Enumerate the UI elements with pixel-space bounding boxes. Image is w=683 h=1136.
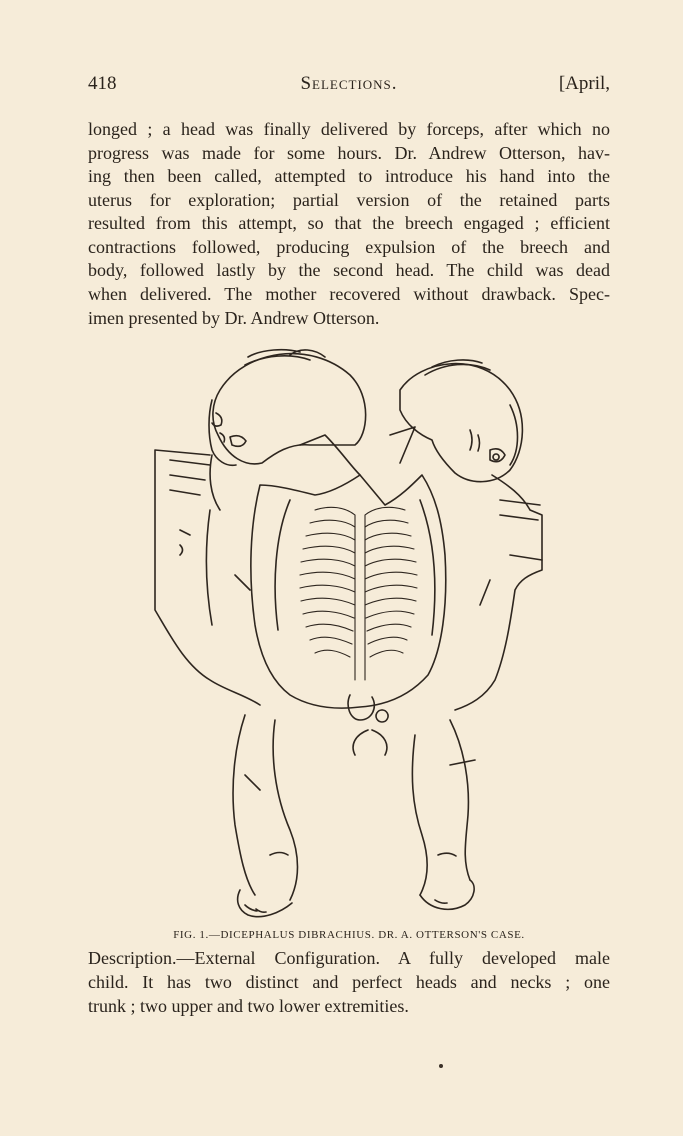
body-line: longed ; a head was finally delivered by forceps, after which no [88, 119, 610, 139]
section-title: Selections. [300, 73, 398, 94]
description-line: child. It has two distinct and perfect heads and necks ; one [88, 972, 610, 992]
description-line: Description.—External Configuration. A fully developed male [88, 948, 610, 968]
body-line: when delivered. The mother recovered without drawback. Spec- [88, 284, 610, 304]
running-head [88, 73, 610, 99]
left-head-outline [213, 354, 366, 464]
body-line: resulted from this attempt, so that the breech engaged ; efficient [88, 213, 610, 233]
running-month: [April, [558, 73, 610, 94]
description-line: trunk ; two upper and two lower extremities. [88, 996, 409, 1016]
right-head-outline [400, 364, 522, 482]
ink-speck [439, 1064, 443, 1068]
ribcage [300, 507, 417, 680]
trunk-outline [251, 475, 446, 708]
body-line: progress was made for some hours. Dr. Andrew Otterson, hav- [88, 143, 610, 163]
page-number: 418 [88, 73, 117, 94]
body-line: ing then been called, attempted to introduce his hand into the [88, 166, 610, 186]
body-line: body, followed lastly by the second head. The child was dead [88, 260, 610, 280]
anatomical-illustration [150, 335, 550, 925]
body-line: contractions followed, producing expulsion of the breech and [88, 237, 610, 257]
body-line: imen presented by Dr. Andrew Otterson. [88, 308, 380, 328]
body-line: uterus for exploration; partial version of the retained parts [88, 190, 610, 210]
figure-caption: FIG. 1.—DICEPHALUS DIBRACHIUS. DR. A. OTTERSON'S CASE. [173, 929, 525, 941]
